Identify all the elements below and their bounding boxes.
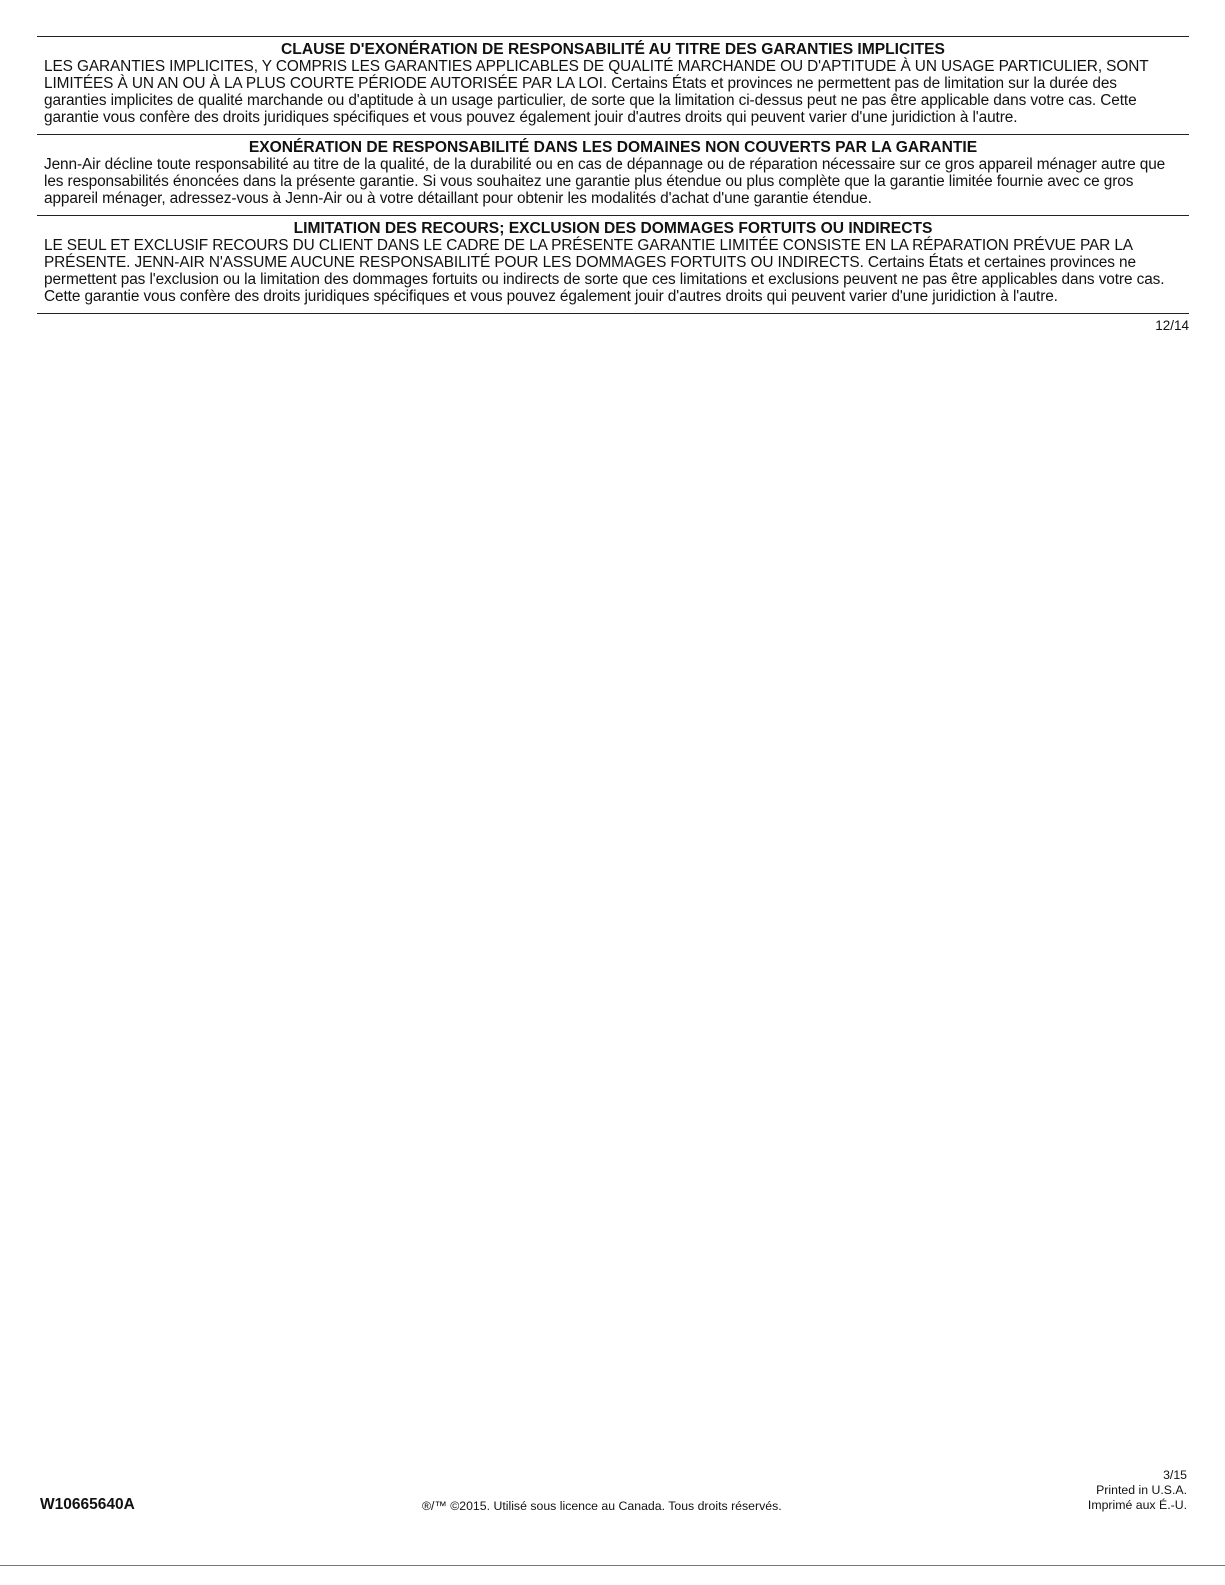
section-limitation-of-remedies: [37, 216, 1189, 313]
section-title: CLAUSE D'EXONÉRATION DE RESPONSABILITÉ AU TITRE DES GARANTIES IMPLICITES: [281, 41, 945, 58]
page-bottom-line: [0, 1565, 1225, 1566]
print-info: [1088, 1468, 1187, 1513]
section-implied-warranties: [37, 37, 1189, 134]
section-title: EXONÉRATION DE RESPONSABILITÉ DANS LES DOMAINES NON COUVERTS PAR LA GARANTIE: [248, 139, 978, 156]
section-not-covered: [37, 135, 1189, 215]
section-title: LIMITATION DES RECOURS; EXCLUSION DES DOMMAGES FORTUITS OU INDIRECTS: [293, 220, 933, 237]
imprime-aux: Imprimé aux É.-U.: [1087, 1498, 1187, 1512]
section-body: LES GARANTIES IMPLICITES, Y COMPRIS LES GARANTIES APPLICABLES DE QUALITÉ MARCHANDE OU D'APTITUDE À UN USAGE PARTICULIER, SONT LIMITÉES À UN AN OU À LA PLUS COURTE PÉRIODE AUTORISÉE PAR LA LOI. Certains États et provinces ne permettent pas de limitation sur la durée des garanties implicites de qualité marchande ou d'aptitude à un usage particulier, de sorte que la limitation ci-dessus peut ne pas être applicable dans votre cas. Cette garantie vous confère des droits juridiques spécifiques et vous pouvez également jouir d'autres droits qui peuvent varier d'une juridiction à l'autre.: [44, 58, 1149, 126]
warranty-document: [37, 36, 1189, 333]
section-body: LE SEUL ET EXCLUSIF RECOURS DU CLIENT DANS LE CADRE DE LA PRÉSENTE GARANTIE LIMITÉE CONSISTE EN LA RÉPARATION PRÉVUE PAR LA PRÉSENTE. JENN-AIR N'ASSUME AUCUNE RESPONSABILITÉ POUR LES DOMMAGES FORTUITS OU INDIRECTS. Certains États et certaines provinces ne permettent pas l'exclusion ou la limitation des dommages fortuits ou indirects de sorte que ces limitations et exclusions peuvent ne pas être applicables dans votre cas. Cette garantie vous confère des droits juridiques spécifiques et vous pouvez également jouir d'autres droits qui peuvent varier d'une juridiction à l'autre.: [44, 237, 1165, 305]
printed-in: Printed in U.S.A.: [1096, 1483, 1187, 1497]
section-body: Jenn-Air décline toute responsabilité au titre de la qualité, de la durabilité ou en cas de dépannage ou de réparation nécessaire sur ce gros appareil ménager autre que les responsabilités énoncées dans la présente garantie. Si vous souhaitez une garantie plus étendue ou plus complète que la garantie limitée fournie avec ce gros appareil ménager, adressez-vous à Jenn-Air ou à votre détaillant pour obtenir les modalités d'achat d'une garantie étendue.: [44, 156, 1166, 207]
date-code: 12/14: [1155, 318, 1189, 333]
part-number: W10665640A: [40, 1496, 135, 1513]
print-date: 3/15: [1163, 1468, 1187, 1482]
copyright-notice: ®/™ ©2015. Utilisé sous licence au Canada. Tous droits réservés.: [422, 1499, 782, 1513]
page-footer: [40, 1468, 1187, 1528]
section-divider: [37, 313, 1189, 314]
